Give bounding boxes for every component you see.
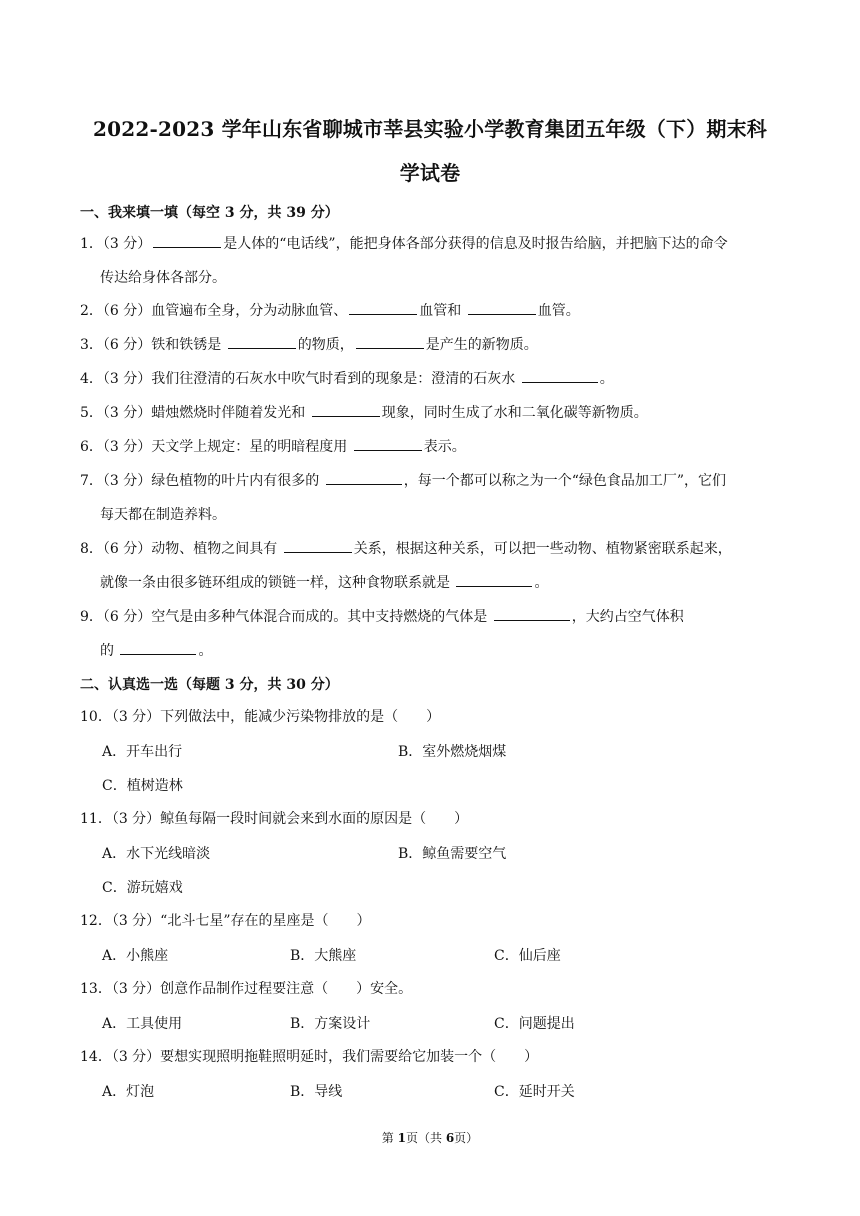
question-7-cont: 每天都在制造养料。 [100,507,226,523]
answer-blank[interactable] [356,334,424,349]
option-b[interactable]: B．导线 [290,1084,343,1100]
answer-blank[interactable] [349,300,417,315]
question-2: 2．（6 分）血管遍布全身，分为动脉血管、 血管和 血管。 [80,300,780,321]
question-9-cont: 的 。 [100,640,212,660]
question-9: 9．（6 分）空气是由多种气体混合而成的。其中支持燃烧的气体是 ，大约占空气体积 [80,606,780,627]
option-b[interactable]: B．鲸鱼需要空气 [398,846,507,862]
option-b[interactable]: B．室外燃烧烟煤 [398,744,507,760]
question-8: 8．（6 分）动物、植物之间具有 关系，根据这种关系，可以把一些动物、植物紧密联系起来， [80,538,780,559]
question-4: 4．（3 分）我们往澄清的石灰水中吹气时看到的现象是：澄清的石灰水 。 [80,368,780,389]
question-5: 5．（3 分）蜡烛燃烧时伴随着发光和 现象，同时生成了水和二氧化碳等新物质。 [80,402,780,423]
answer-blank[interactable] [494,606,570,621]
question-1: 1．（3 分） 是人体的“电话线”，能把身体各部分获得的信息及时报告给脑，并把脑下达的命令 [80,233,780,254]
page-footer: 第 1页（共 6页） [381,1131,479,1145]
question-11: 11．（3 分）鲸鱼每隔一段时间就会来到水面的原因是（ ） [80,811,469,827]
option-a[interactable]: A．水下光线暗淡 [102,846,211,862]
option-c[interactable]: C．延时开关 [494,1084,575,1100]
option-a[interactable]: A．开车出行 [102,744,183,760]
answer-blank[interactable] [153,233,221,248]
section-1-heading: 一、我来填一填（每空 3 分，共 39 分） [80,205,339,221]
answer-blank[interactable] [522,368,598,383]
option-b[interactable]: B．方案设计 [290,1016,371,1032]
answer-blank[interactable] [456,572,532,587]
option-c[interactable]: C．问题提出 [494,1016,575,1032]
section-2-heading: 二、认真选一选（每题 3 分，共 30 分） [80,677,339,693]
question-14: 14．（3 分）要想实现照明拖鞋照明延时，我们需要给它加装一个（ ） [80,1049,539,1065]
option-b[interactable]: B．大熊座 [290,948,357,964]
question-6: 6．（3 分）天文学上规定：星的明暗程度用 表示。 [80,436,780,457]
question-10: 10．（3 分）下列做法中，能减少污染物排放的是（ ） [80,709,441,725]
answer-blank[interactable] [120,640,196,655]
answer-blank[interactable] [326,470,402,485]
question-1-cont: 传达给身体各部分。 [100,270,226,286]
answer-blank[interactable] [354,436,422,451]
option-a[interactable]: A．工具使用 [102,1016,183,1032]
option-a[interactable]: A．灯泡 [102,1084,155,1100]
answer-blank[interactable] [228,334,296,349]
question-8-cont: 就像一条由很多链环组成的锁链一样，这种食物联系就是 。 [100,572,548,592]
answer-blank[interactable] [284,538,352,553]
exam-title-line-2: 学试卷 [399,161,461,185]
option-a[interactable]: A．小熊座 [102,948,169,964]
question-3: 3．（6 分）铁和铁锈是 的物质， 是产生的新物质。 [80,334,780,355]
question-13: 13．（3 分）创意作品制作过程要注意（ ）安全。 [80,981,413,997]
answer-blank[interactable] [468,300,536,315]
question-7: 7．（3 分）绿色植物的叶片内有很多的 ，每一个都可以称之为一个“绿色食品加工厂”，它们 [80,470,780,491]
exam-title-line-1: 2022-2023 学年山东省聊城市莘县实验小学教育集团五年级（下）期末科 [93,117,767,141]
option-c[interactable]: C．植树造林 [102,778,183,794]
option-c[interactable]: C．游玩嬉戏 [102,880,183,896]
question-12: 12．（3 分）“北斗七星”存在的星座是（ ） [80,913,371,929]
page-total: 6 [445,1131,455,1145]
page-number: 1 [397,1131,406,1145]
option-c[interactable]: C．仙后座 [494,948,561,964]
answer-blank[interactable] [312,402,380,417]
